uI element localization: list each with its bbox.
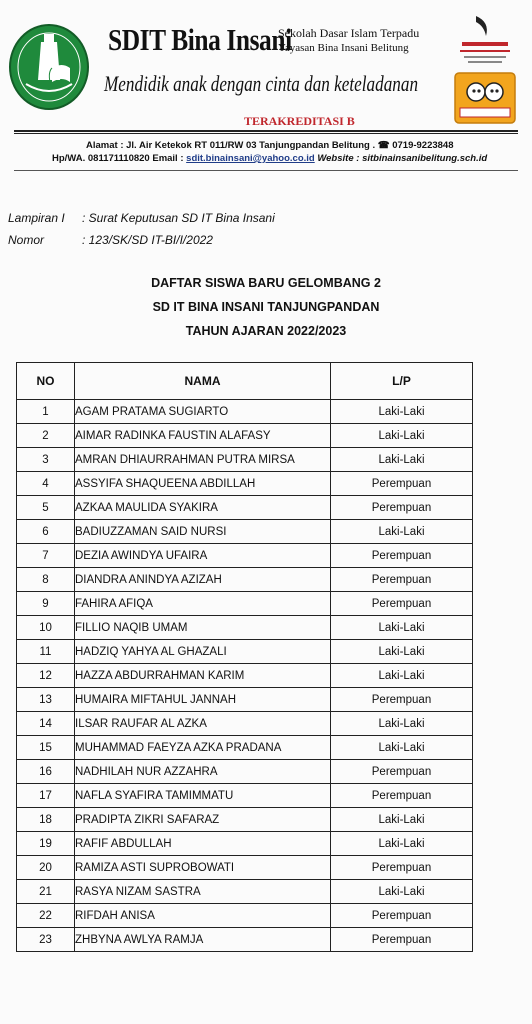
nomor-value: : 123/SK/SD IT-BI/I/2022 [82,233,213,247]
table-row [17,808,473,832]
row-number: 7 [17,544,75,568]
lampiran-label: Lampiran I [8,211,65,225]
row-number: 21 [17,880,75,904]
student-gender: Perempuan [331,760,473,784]
table-row [17,928,473,952]
row-number: 19 [17,832,75,856]
student-name: FAHIRA AFIQA [75,592,331,616]
student-name: PRADIPTA ZIKRI SAFARAZ [75,808,331,832]
student-gender: Perempuan [331,592,473,616]
student-name: DIANDRA ANINDYA AZIZAH [75,568,331,592]
student-name: DEZIA AWINDYA UFAIRA [75,544,331,568]
student-name: BADIUZZAMAN SAID NURSI [75,520,331,544]
school-address: Alamat : Jl. Air Ketekok RT 011/RW 03 Tanjungpandan Belitung . ☎ 0719-9223848 [86,140,454,151]
table-row [17,880,473,904]
table-row [17,520,473,544]
student-gender: Laki-Laki [331,808,473,832]
header-lp: L/P [331,363,473,400]
student-gender: Laki-Laki [331,640,473,664]
student-gender: Laki-Laki [331,520,473,544]
document-subtitle-school: SD IT BINA INSANI TANJUNGPANDAN [152,300,380,314]
student-gender: Perempuan [331,496,473,520]
student-gender: Laki-Laki [331,424,473,448]
table-row [17,448,473,472]
section-divider [14,170,518,171]
letterhead-divider-thin [14,133,518,134]
school-motto: Mendidik anak dengan cinta dan keteladanan [104,71,419,96]
foundation-name: Yayasan Bina Insani Belitung [278,42,409,54]
row-number: 16 [17,760,75,784]
school-contact [52,153,487,164]
student-gender: Perempuan [331,856,473,880]
row-number: 10 [17,616,75,640]
table-row [17,856,473,880]
row-number: 13 [17,688,75,712]
student-gender: Laki-Laki [331,880,473,904]
row-number: 6 [17,520,75,544]
table-row [17,544,473,568]
row-number: 23 [17,928,75,952]
table-row [17,472,473,496]
accreditation-label: TERAKREDITASI B [244,114,355,128]
student-name: MUHAMMAD FAEYZA AZKA PRADANA [75,736,331,760]
row-number: 5 [17,496,75,520]
student-gender: Perempuan [331,784,473,808]
student-gender: Laki-Laki [331,448,473,472]
student-name: NADHILAH NUR AZZAHRA [75,760,331,784]
table-row [17,424,473,448]
student-gender: Laki-Laki [331,832,473,856]
table-row [17,616,473,640]
table-row [17,712,473,736]
row-number: 22 [17,904,75,928]
row-number: 1 [17,400,75,424]
table-row [17,568,473,592]
header-nama: NAMA [75,363,331,400]
nomor-label: Nomor [8,233,45,247]
student-name: ASSYIFA SHAQUEENA ABDILLAH [75,472,331,496]
student-gender: Laki-Laki [331,664,473,688]
website-label: Website : [314,153,363,164]
student-gender: Perempuan [331,568,473,592]
table-row [17,736,473,760]
student-name: AMRAN DHIAURRAHMAN PUTRA MIRSA [75,448,331,472]
table-row [17,496,473,520]
table-row [17,400,473,424]
student-gender: Perempuan [331,904,473,928]
school-type: Sekolah Dasar Islam Terpadu [278,26,420,40]
student-gender: Perempuan [331,544,473,568]
table-row [17,688,473,712]
student-gender: Perempuan [331,688,473,712]
row-number: 3 [17,448,75,472]
table-row [17,664,473,688]
table-row [17,904,473,928]
student-gender: Laki-Laki [331,736,473,760]
row-number: 8 [17,568,75,592]
table-row [17,760,473,784]
student-gender: Laki-Laki [331,616,473,640]
letterhead-divider [14,130,518,132]
row-number: 12 [17,664,75,688]
student-name: ILSAR RAUFAR AL AZKA [75,712,331,736]
row-number: 2 [17,424,75,448]
table-header-row [17,363,473,400]
email-link[interactable]: sdit.binainsani@yahoo.co.id [186,153,315,164]
jit-indonesia-logo [454,12,516,68]
header-no: NO [17,363,75,400]
school-name: SDIT Bina Insani [108,22,292,57]
table-row [17,832,473,856]
student-name: RAFIF ABDULLAH [75,832,331,856]
contact-prefix: Hp/WA. 081171110820 Email : [52,153,187,164]
document-title: DAFTAR SISWA BARU GELOMBANG 2 [151,276,381,290]
website-link[interactable]: sitbinainsanibelitung.sch.id [362,153,488,164]
student-name: RIFDAH ANISA [75,904,331,928]
student-name: ZHBYNA AWLYA RAMJA [75,928,331,952]
student-gender: Laki-Laki [331,712,473,736]
table-body [17,400,473,952]
student-name: HAZZA ABDURRAHMAN KARIM [75,664,331,688]
student-name: RAMIZA ASTI SUPROBOWATI [75,856,331,880]
school-logo [8,22,90,112]
row-number: 11 [17,640,75,664]
table-row [17,640,473,664]
table-row [17,592,473,616]
student-name: NAFLA SYAFIRA TAMIMMATU [75,784,331,808]
student-name: AIMAR RADINKA FAUSTIN ALAFASY [75,424,331,448]
row-number: 4 [17,472,75,496]
row-number: 20 [17,856,75,880]
school-mascot-badge [454,72,516,124]
student-name: HADZIQ YAHYA AL GHAZALI [75,640,331,664]
lampiran-value: : Surat Keputusan SD IT Bina Insani [82,211,275,225]
row-number: 14 [17,712,75,736]
student-name: HUMAIRA MIFTAHUL JANNAH [75,688,331,712]
row-number: 18 [17,808,75,832]
student-name: AZKAA MAULIDA SYAKIRA [75,496,331,520]
student-table [16,362,473,952]
student-name: AGAM PRATAMA SUGIARTO [75,400,331,424]
student-gender: Perempuan [331,928,473,952]
student-name: FILLIO NAQIB UMAM [75,616,331,640]
document-subtitle-year: TAHUN AJARAN 2022/2023 [185,324,347,338]
row-number: 17 [17,784,75,808]
row-number: 9 [17,592,75,616]
student-gender: Laki-Laki [331,400,473,424]
table-row [17,784,473,808]
student-gender: Perempuan [331,472,473,496]
row-number: 15 [17,736,75,760]
student-name: RASYA NIZAM SASTRA [75,880,331,904]
